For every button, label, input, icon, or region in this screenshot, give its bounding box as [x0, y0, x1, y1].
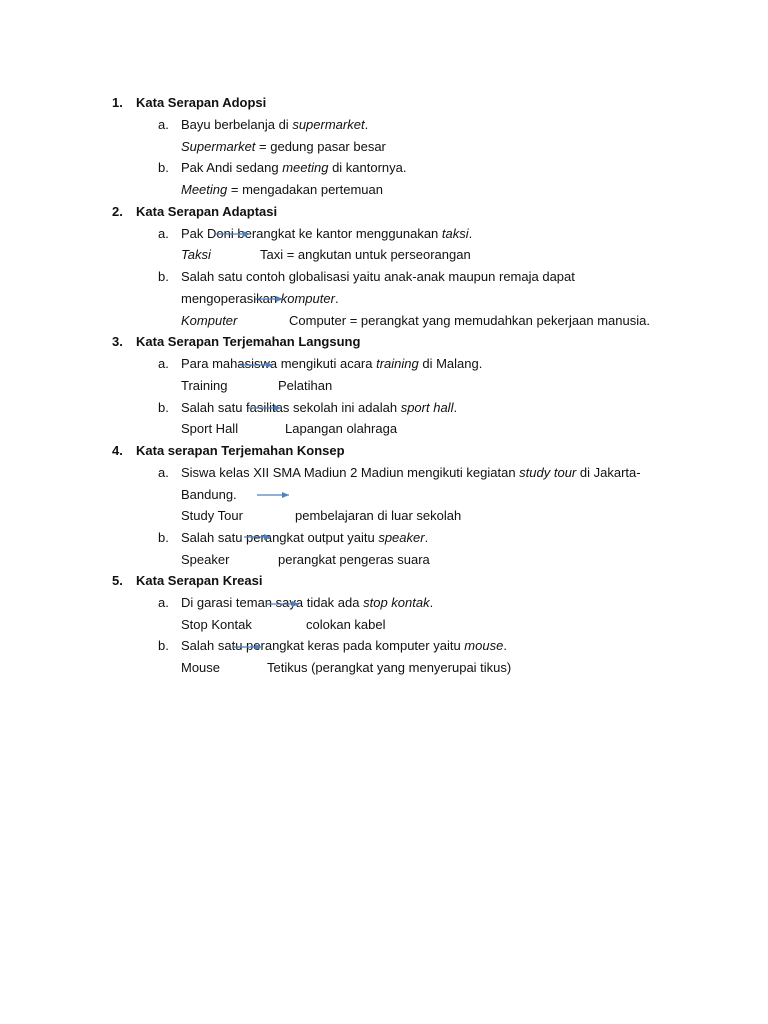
section-4b-sentence: Salah satu perangkat output yaitu speaker. — [181, 530, 429, 545]
section-2b-meaning: Computer = perangkat yang memudahkan pekerjaan manusia. — [289, 313, 650, 328]
section-5a-term: Stop Kontak — [181, 617, 252, 632]
section-4b-term: Speaker — [181, 552, 230, 567]
section-5b-sentence: Salah satu perangkat keras pada komputer yaitu mouse. — [181, 638, 507, 653]
section-2b-sentence-line2: mengoperasikan komputer. — [181, 291, 339, 306]
section-5a-meaning: colokan kabel — [306, 617, 386, 632]
section-1-number: 1. — [112, 95, 123, 110]
section-2-number: 2. — [112, 204, 123, 219]
section-3a-letter: a. — [158, 356, 169, 371]
section-4a-term: Study Tour — [181, 508, 243, 523]
section-5a-sentence: Di garasi teman saya tidak ada stop kontak. — [181, 595, 434, 610]
section-1b-letter: b. — [158, 160, 169, 175]
section-3a-meaning: Pelatihan — [278, 378, 333, 393]
section-3-title: Kata Serapan Terjemahan Langsung — [136, 334, 361, 349]
section-2b-sentence-line1: Salah satu contoh globalisasi yaitu anak-anak maupun remaja dapat — [181, 269, 575, 284]
section-4-number: 4. — [112, 443, 123, 458]
section-4a-meaning: pembelajaran di luar sekolah — [295, 508, 462, 523]
section-4b-meaning: perangkat pengeras suara — [278, 552, 430, 567]
section-3b-sentence: Salah satu fasilitas sekolah ini adalah sport hall. — [181, 400, 458, 415]
section-2a-term: Taksi — [181, 247, 211, 262]
section-1a-sentence: Bayu berbelanja di supermarket. — [181, 117, 369, 132]
section-3a-term: Training — [181, 378, 228, 393]
section-4a-letter: a. — [158, 465, 169, 480]
section-1-title: Kata Serapan Adopsi — [136, 95, 267, 110]
section-1b-sentence: Pak Andi sedang meeting di kantornya. — [181, 160, 407, 175]
section-3b-meaning: Lapangan olahraga — [285, 421, 398, 436]
section-3a-sentence: Para mahasiswa mengikuti acara training di Malang. — [181, 356, 483, 371]
section-5b-term: Mouse — [181, 660, 221, 675]
section-1a-definition: Supermarket = gedung pasar besar — [181, 139, 386, 154]
section-4a-sentence-line1: Siswa kelas XII SMA Madiun 2 Madiun mengikuti kegiatan study tour di Jakarta- — [181, 465, 641, 480]
section-2a-meaning: Taxi = angkutan untuk perseorangan — [260, 247, 471, 262]
section-3b-letter: b. — [158, 400, 169, 415]
section-2a-sentence: Pak Doni berangkat ke kantor menggunakan taksi. — [181, 226, 473, 241]
section-2b-term: Komputer — [181, 313, 238, 328]
section-1b-definition: Meeting = mengadakan pertemuan — [181, 182, 383, 197]
section-3b-term: Sport Hall — [181, 421, 239, 436]
section-4-title: Kata serapan Terjemahan Konsep — [136, 443, 345, 458]
section-5-number: 5. — [112, 573, 123, 588]
section-2-title: Kata Serapan Adaptasi — [136, 204, 278, 219]
section-3-number: 3. — [112, 334, 123, 349]
section-1a-letter: a. — [158, 117, 169, 132]
section-2a-letter: a. — [158, 226, 169, 241]
section-2b-letter: b. — [158, 269, 169, 284]
section-5b-meaning: Tetikus (perangkat yang menyerupai tikus) — [267, 660, 512, 675]
section-5-title: Kata Serapan Kreasi — [136, 573, 263, 588]
section-4a-sentence-line2: Bandung. — [181, 487, 237, 502]
section-5a-letter: a. — [158, 595, 169, 610]
section-5b-letter: b. — [158, 638, 169, 653]
section-4b-letter: b. — [158, 530, 169, 545]
